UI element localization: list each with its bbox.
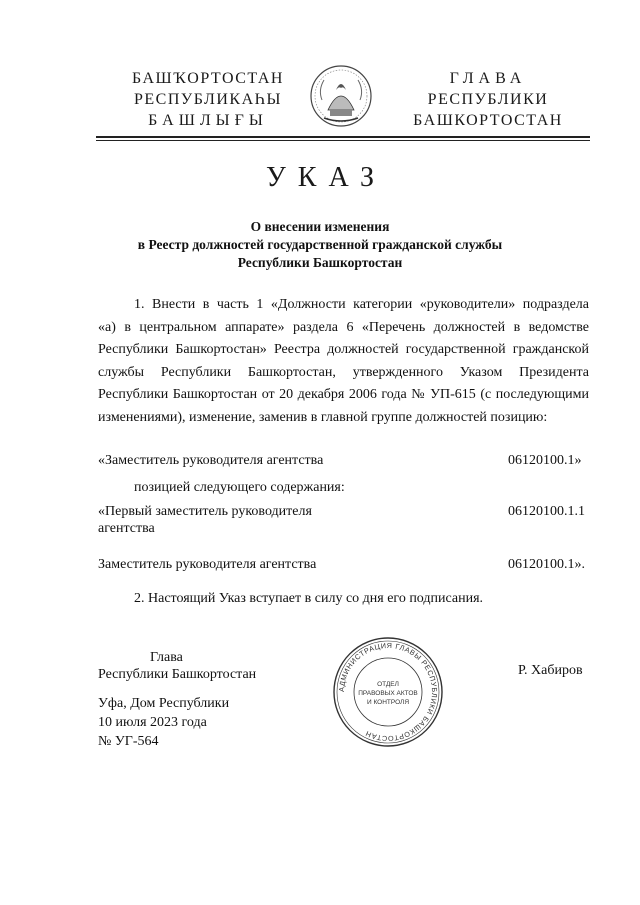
header-right-line: РЕСПУБЛИКИ <box>427 91 549 108</box>
position-code: 06120100.1» <box>508 453 582 468</box>
paragraph-line: Республики Башкортостан от 20 декабря 2006 года № УП-615 (с последующими <box>98 387 589 403</box>
header-divider-thin <box>96 140 590 141</box>
signer-position-line1: Глава <box>150 650 183 665</box>
paragraph-1 <box>98 294 589 430</box>
subtitle-line: в Реестр должностей государственной гражданской службы <box>137 237 503 252</box>
coat-of-arms-icon <box>308 60 374 130</box>
paragraph-line: Республики Башкортостан» Реестра должностей государственной гражданской <box>98 342 589 358</box>
document-subtitle <box>0 218 640 272</box>
paragraph-2: 2. Настоящий Указ вступает в силу со дня его подписания. <box>134 591 484 606</box>
header-left-line: БАШҠОРТОСТАН <box>132 70 284 87</box>
position-code: 06120100.1.1 <box>508 504 585 519</box>
header-divider <box>96 136 590 138</box>
signer-name: Р. Хабиров <box>518 663 583 678</box>
header-right-line: ГЛАВА <box>449 70 527 87</box>
paragraph-line: службы Республики Башкортостан, утвержденного Указом Президента <box>98 364 589 380</box>
header-left-line: РЕСПУБЛИКАҺЫ <box>134 91 282 108</box>
decree-number: № УГ-564 <box>98 734 159 749</box>
position-name: Заместитель руководителя агентства <box>98 557 317 572</box>
header-bashkir-title <box>118 68 298 131</box>
paragraph-line: 1. Внести в часть 1 «Должности категории «руководители» подраздела <box>134 297 589 312</box>
position-code: 06120100.1». <box>508 557 585 572</box>
subtitle-line: Республики Башкортостан <box>237 255 403 270</box>
signer-position-line2: Республики Башкортостан <box>98 667 257 682</box>
position-name: «Заместитель руководителя агентства <box>98 453 324 468</box>
header-left-line: БАШЛЫҒЫ <box>148 112 268 129</box>
stamp-center-line: ПРАВОВЫХ АКТОВ <box>358 690 418 697</box>
paragraph-line: изменениями), изменение, заменив в главной группе должностей позицию: <box>98 409 548 425</box>
stamp-center-line: ОТДЕЛ <box>377 681 399 688</box>
stamp-outer-text: АДМИНИСТРАЦИЯ ГЛАВЫ РЕСПУБЛИКИ БАШКОРТОСТАН <box>336 640 440 744</box>
header-right-line: БАШКОРТОСТАН <box>413 112 563 129</box>
official-stamp <box>332 636 444 748</box>
signing-date: 10 июля 2023 года <box>98 715 207 730</box>
subtitle-line: О внесении изменения <box>250 219 390 234</box>
paragraph-line: «а) в центральном аппарате» раздела 6 «Перечень должностей в ведомстве <box>98 319 589 335</box>
document-type-title: УКАЗ <box>265 162 387 193</box>
replacement-intro: позицией следующего содержания: <box>134 480 345 495</box>
signing-place: Уфа, Дом Республики <box>98 696 230 711</box>
header-russian-title <box>408 68 568 131</box>
stamp-center-line: И КОНТРОЛЯ <box>366 699 410 706</box>
position-name: «Первый заместитель руководителя агентства <box>98 504 312 536</box>
